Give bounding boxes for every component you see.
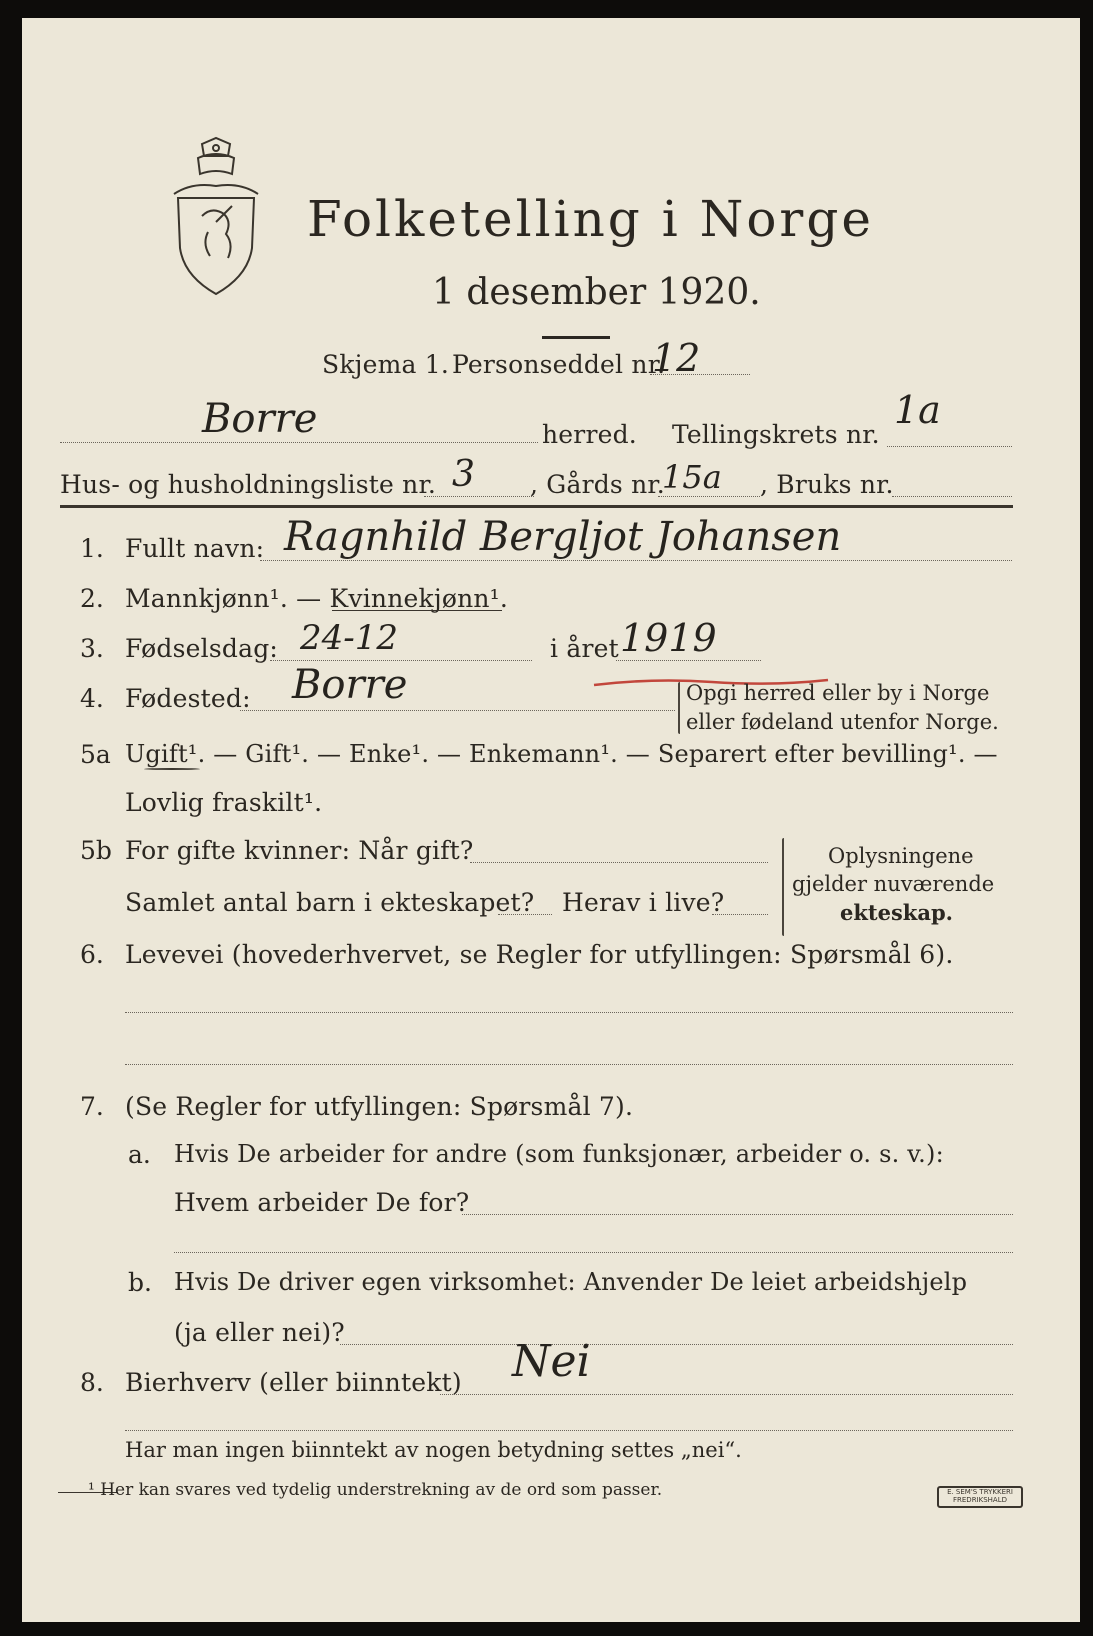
q7-label: (Se Regler for utfyllingen: Spørsmål 7). — [125, 1092, 634, 1121]
printer-stamp: E. SEM'S TRYKKERI FREDRIKSHALD — [937, 1486, 1023, 1508]
q1-number: 1. — [80, 534, 104, 563]
q4-note-line2: eller fødeland utenfor Norge. — [686, 710, 999, 734]
q4-number: 4. — [80, 684, 104, 713]
q5a-number: 5a — [80, 740, 111, 769]
personseddel-label: Personseddel nr. — [452, 350, 666, 379]
skjema-label: Skjema 1. — [322, 350, 450, 379]
personseddel-value: 12 — [652, 336, 701, 380]
q7b-self-employed-label: Hvis De driver egen virksomhet: Anvender De leiet arbeidshjelp — [174, 1268, 968, 1296]
q5b-married-label: For gifte kvinner: Når gift? — [125, 836, 474, 865]
q3-label: Fødselsdag: — [125, 634, 279, 663]
q7a-employer-label: Hvem arbeider De for? — [174, 1188, 470, 1217]
q8-number: 8. — [80, 1368, 104, 1397]
gards-label: , Gårds nr. — [530, 470, 665, 499]
herred-label: herred. — [542, 420, 637, 449]
q7a-letter: a. — [128, 1140, 151, 1169]
q7b-yes-no-label: (ja eller nei)? — [174, 1318, 345, 1347]
q2-gender: Mannkjønn¹. — Kvinnekjønn¹. — [125, 584, 509, 613]
q4-label: Fødested: — [125, 684, 251, 713]
q5b-alive-label: Herav i live? — [562, 888, 725, 917]
q3-year-label: i året — [550, 634, 619, 663]
tellingskrets-value: 1a — [894, 388, 941, 432]
q7b-letter: b. — [128, 1268, 152, 1297]
bruks-label: , Bruks nr. — [760, 470, 894, 499]
q8-label: Bierhverv (eller biinntekt) — [125, 1368, 462, 1397]
q5b-note-line2: gjelder nuværende — [792, 872, 995, 896]
q5a-marital-status: Ugift¹. — Gift¹. — Enke¹. — Enkemann¹. — Separert efter bevilling¹. — — [125, 740, 998, 768]
q2-number: 2. — [80, 584, 104, 613]
herred-value: Borre — [202, 396, 318, 442]
q3-birthyear: 1919 — [620, 616, 717, 660]
q7-number: 7. — [80, 1092, 104, 1121]
q5b-number: 5b — [80, 836, 112, 865]
q1-full-name: Ragnhild Bergljot Johansen — [284, 514, 842, 560]
q8-note: Har man ingen biinntekt av nogen betydning settes „nei“. — [125, 1438, 742, 1462]
footnote: ¹ Her kan svares ved tydelig understrekning av de ord som passer. — [88, 1480, 663, 1500]
q6-occupation-label: Levevei (hovederhvervet, se Regler for utfyllingen: Spørsmål 6). — [125, 940, 954, 969]
tellingskrets-label: Tellingskrets nr. — [672, 420, 880, 449]
q8-side-income-value: Nei — [512, 1336, 591, 1387]
q4-birthplace: Borre — [292, 662, 408, 708]
hus-value: 3 — [452, 454, 475, 495]
q1-label: Fullt navn: — [125, 534, 265, 563]
census-date: 1 desember 1920. — [432, 272, 761, 313]
form-title: Folketelling i Norge — [307, 190, 874, 248]
q4-note-line1: Opgi herred eller by i Norge — [686, 681, 990, 705]
gards-value: 15a — [662, 458, 722, 496]
q5a-divorced: Lovlig fraskilt¹. — [125, 788, 323, 817]
coat-of-arms-icon — [172, 136, 260, 296]
q5b-note-line1: Oplysningene — [828, 844, 974, 868]
q6-number: 6. — [80, 940, 104, 969]
q7a-employee-label: Hvis De arbeider for andre (som funksjonær, arbeider o. s. v.): — [174, 1140, 944, 1168]
q5b-children-label: Samlet antal barn i ekteskapet? — [125, 888, 535, 917]
hus-label: Hus- og husholdningsliste nr. — [60, 470, 437, 499]
q3-birthdate: 24-12 — [300, 618, 399, 658]
q5b-note-line3: ekteskap. — [840, 900, 953, 925]
q3-number: 3. — [80, 634, 104, 663]
census-form — [22, 18, 1080, 1622]
